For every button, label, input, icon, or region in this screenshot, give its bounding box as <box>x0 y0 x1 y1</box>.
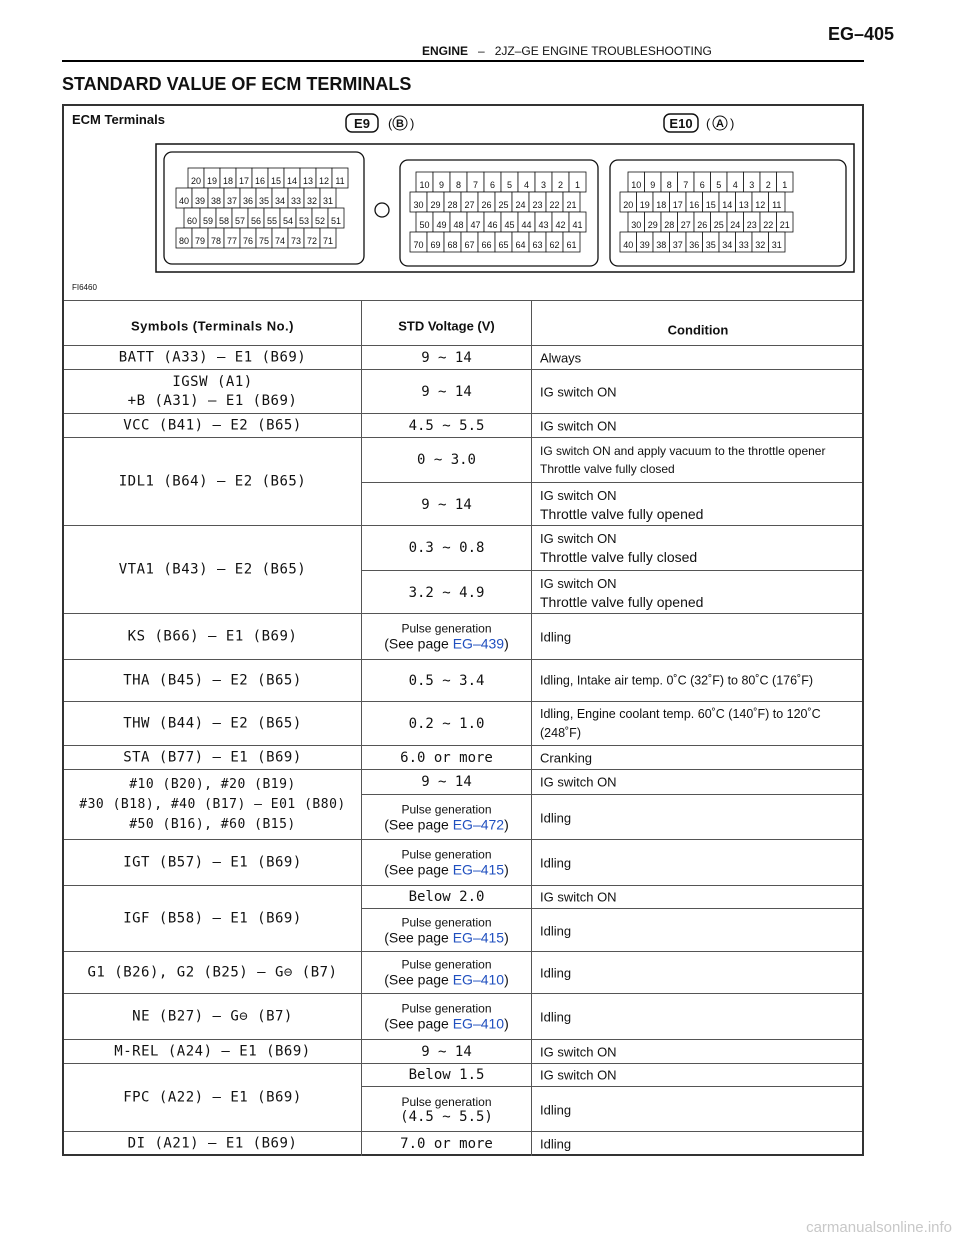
right-block-pin-label: 11 <box>772 200 782 210</box>
symbol-cell: VCC (B41) – E2 (B65) <box>123 417 302 433</box>
left-block-pin-label: 31 <box>322 196 334 206</box>
condition-cell: IG switch ON <box>540 1044 617 1059</box>
right-block-pin-label: 7 <box>683 180 689 190</box>
mid-block-pin-label: 50 <box>419 220 430 230</box>
pulse-generation-text: Pulse generation <box>401 802 492 816</box>
table-row <box>64 952 862 994</box>
mid-block-pin-label: 47 <box>470 220 481 230</box>
left-block-pin-label: 34 <box>274 196 286 206</box>
left-block-pin-label: 53 <box>298 216 310 226</box>
tag-a-label: A <box>716 118 724 130</box>
symbol-cell: DI (A21) – E1 (B69) <box>127 1135 298 1152</box>
table-row <box>64 1132 862 1156</box>
left-block-pin-label: 60 <box>186 216 198 226</box>
mid-block-pin-label: 24 <box>515 200 526 210</box>
table-header-row <box>64 300 862 346</box>
page-link[interactable]: EG–472 <box>452 816 505 832</box>
table-row <box>64 746 862 770</box>
left-block-pin-label: 80 <box>178 236 190 246</box>
symbol-cell: NE (B27) – G⊖ (B7) <box>132 1008 293 1024</box>
left-block-pin-label: 32 <box>306 196 318 206</box>
std-cell: 0.3 ~ 0.8 <box>408 540 485 556</box>
std-cell: 0.5 ~ 3.4 <box>408 672 485 689</box>
table-row <box>64 438 862 526</box>
connector-e10-label: E10 <box>669 116 693 131</box>
page-link[interactable]: EG–410 <box>452 1015 505 1031</box>
left-block-pin-label: 72 <box>306 236 318 246</box>
symbol-cell: THW (B44) – E2 (B65) <box>123 715 302 731</box>
paren-open: ( <box>388 116 393 131</box>
right-block-pin-label: 30 <box>631 220 642 230</box>
right-block-pin-label: 12 <box>755 200 766 210</box>
left-block-pin-label: 52 <box>314 216 326 226</box>
right-block-pin-label: 23 <box>746 220 757 230</box>
left-block-pin-label: 16 <box>254 176 266 186</box>
condition-cell: Idling <box>540 1102 572 1117</box>
condition-cell: IG switch ON <box>540 418 617 433</box>
mid-block-pin-label: 64 <box>515 240 526 250</box>
mid-block-pin-label: 28 <box>447 200 458 210</box>
ecm-terminal-frame <box>62 104 864 1156</box>
table-row <box>64 994 862 1040</box>
right-block-pin-label: 19 <box>639 200 650 210</box>
table-row <box>64 414 862 438</box>
symbol-cell: IGSW (A1) +B (A31) – E1 (B69) <box>127 373 298 409</box>
mid-block-pin-label: 49 <box>436 220 447 230</box>
watermark: carmanualsonline.info <box>806 1219 952 1236</box>
paren-close: ) <box>730 116 735 131</box>
header-subtitle: 2JZ–GE ENGINE TROUBLESHOOTING <box>494 44 712 58</box>
mid-block-pin-label: 42 <box>555 220 566 230</box>
paren-open: ( <box>706 116 711 131</box>
mid-block-pin-label: 22 <box>549 200 560 210</box>
see-page-close: ) <box>504 861 509 877</box>
table-row <box>64 660 862 702</box>
condition-cell: Idling <box>540 810 572 825</box>
right-block-pin-label: 21 <box>779 220 790 230</box>
left-block-pin-label: 73 <box>290 236 302 246</box>
mid-block-pin-label: 27 <box>464 200 475 210</box>
see-page-close: ) <box>504 816 509 832</box>
left-block-pin-label: 40 <box>178 196 190 206</box>
symbol-cell: #10 (B20), #20 (B19) #30 (B18), #40 (B17) – E01 (B80) #50 (B16), #60 (B15) <box>79 776 346 832</box>
left-block-pin-label: 11 <box>335 176 345 186</box>
mid-block-pin-label: 66 <box>481 240 492 250</box>
symbol-cell: VTA1 (B43) – E2 (B65) <box>118 561 307 577</box>
see-page-text: (See page <box>384 929 453 945</box>
left-block-pin-label: 36 <box>242 196 254 206</box>
left-block-pin-label: 14 <box>286 176 298 186</box>
ecm-connector-diagram <box>64 106 862 301</box>
right-block-pin-label: 20 <box>623 200 634 210</box>
left-block-pin-label: 57 <box>234 216 246 226</box>
condition-cell: Idling, Engine coolant temp. 60˚C (140˚F) to 120˚C (248˚F) <box>540 706 821 740</box>
std-cell: 9 ~ 14 <box>421 496 472 513</box>
mid-block-pin-label: 45 <box>504 220 515 230</box>
see-page-text: (See page <box>384 816 453 832</box>
left-block-pin-label: 79 <box>194 236 206 246</box>
left-block-pin-label: 20 <box>190 176 202 186</box>
mid-block-pin-label: 7 <box>472 180 479 190</box>
right-block-pin-label: 38 <box>656 240 667 250</box>
std-cell: 9 ~ 14 <box>421 383 472 400</box>
right-block-pin-label: 33 <box>738 240 749 250</box>
see-page-close: ) <box>504 635 509 651</box>
condition-cell: Idling <box>540 965 572 980</box>
std-cell: 9 ~ 14 <box>421 1043 472 1060</box>
right-block-pin-label: 36 <box>689 240 700 250</box>
symbol-cell: KS (B66) – E1 (B69) <box>127 628 298 644</box>
right-block-pin-label: 15 <box>705 200 716 210</box>
mid-block-pin-label: 46 <box>487 220 498 230</box>
pulse-generation-text: Pulse generation <box>401 1094 492 1109</box>
right-block-pin-label: 17 <box>672 200 683 210</box>
pulse-generation-text: Pulse generation <box>401 1001 492 1015</box>
condition-cell: IG switch ON <box>540 1067 617 1083</box>
page-link[interactable]: EG–410 <box>452 971 505 987</box>
mid-block-pin-label: 5 <box>506 180 513 190</box>
table-row <box>64 346 862 370</box>
left-block-pin-label: 51 <box>330 216 342 226</box>
page-title: STANDARD VALUE OF ECM TERMINALS <box>62 74 412 94</box>
left-block-pin-label: 55 <box>266 216 278 226</box>
mid-block-pin-label: 48 <box>453 220 464 230</box>
symbol-cell: IGT (B57) – E1 (B69) <box>123 854 302 870</box>
std-cell: (4.5 ~ 5.5) <box>400 1108 493 1125</box>
symbol-cell: IGF (B58) – E1 (B69) <box>123 910 302 926</box>
mid-block-pin-label: 41 <box>572 220 583 230</box>
pulse-generation-text: Pulse generation <box>401 847 492 861</box>
symbol-cell: FPC (A22) – E1 (B69) <box>123 1089 302 1105</box>
right-block-pin-label: 24 <box>730 220 741 230</box>
mid-block-pin-label: 1 <box>574 180 581 190</box>
std-cell: 9 ~ 14 <box>421 349 472 366</box>
mid-block-pin-label: 2 <box>557 180 564 190</box>
condition-cell: Idling <box>540 855 572 870</box>
mid-block-pin-label: 43 <box>538 220 549 230</box>
condition-cell: Always <box>540 350 582 365</box>
table-row <box>64 1040 862 1064</box>
symbol-cell: STA (B77) – E1 (B69) <box>123 749 302 765</box>
condition-line: Throttle valve fully closed <box>540 549 698 565</box>
page-number: EG–405 <box>827 24 894 44</box>
see-page-text: (See page <box>384 971 453 987</box>
std-cell: 9 ~ 14 <box>421 774 472 790</box>
left-block-pin-label: 77 <box>226 236 238 246</box>
right-block-pin-label: 34 <box>722 240 733 250</box>
condition-cell: Idling <box>540 1136 572 1152</box>
condition-cell: IG switch ON and apply vacuum to the throttle opener Throttle valve fully closed <box>540 444 826 476</box>
condition-line: IG switch ON <box>540 575 617 591</box>
left-block-pin-label: 59 <box>202 216 214 226</box>
left-block-pin-label: 75 <box>258 236 270 246</box>
right-block-pin-label: 1 <box>782 180 788 190</box>
mid-block-pin-label: 9 <box>438 180 445 190</box>
condition-cell: Idling <box>540 923 572 938</box>
pulse-generation-text: Pulse generation <box>401 957 492 971</box>
left-block-pin-label: 58 <box>218 216 230 226</box>
mid-block-pin-label: 29 <box>430 200 441 210</box>
right-block-pin-label: 3 <box>749 180 755 190</box>
left-block-pin-label: 76 <box>242 236 254 246</box>
mid-block-pin-label: 65 <box>498 240 509 250</box>
table-row <box>64 614 862 660</box>
left-block-pin-label: 71 <box>322 236 334 246</box>
std-cell: Below 1.5 <box>408 1067 485 1083</box>
header-std-voltage: STD Voltage (V) <box>398 318 495 334</box>
right-block-pin-label: 8 <box>666 180 672 190</box>
connector-drawing <box>64 106 862 300</box>
symbol-cell: IDL1 (B64) – E2 (B65) <box>118 473 307 489</box>
std-cell: 3.2 ~ 4.9 <box>408 584 485 601</box>
right-block-pin-label: 35 <box>705 240 716 250</box>
symbol-cell: BATT (A33) – E1 (B69) <box>118 349 307 365</box>
diagram-label: ECM Terminals <box>72 112 165 127</box>
see-page-text: (See page <box>384 635 453 651</box>
mid-block-pin-label: 3 <box>540 180 547 190</box>
left-block-pin-label: 37 <box>226 196 238 206</box>
table-row <box>64 886 862 952</box>
page-header <box>62 24 894 62</box>
page-link[interactable]: EG–415 <box>452 861 505 877</box>
paren-close: ) <box>410 116 415 131</box>
left-block-pin-label: 35 <box>258 196 270 206</box>
see-page-text: (See page <box>384 1015 453 1031</box>
left-block-pin-label: 15 <box>270 176 282 186</box>
mid-block-pin-label: 62 <box>549 240 560 250</box>
mid-block-pin-label: 69 <box>430 240 441 250</box>
left-block-pin-label: 19 <box>206 176 218 186</box>
mid-block-pin-label: 4 <box>523 180 530 190</box>
mid-block-pin-label: 26 <box>481 200 492 210</box>
see-page-close: ) <box>504 929 509 945</box>
std-cell: 7.0 or more <box>400 1136 493 1152</box>
see-page-close: ) <box>504 1015 509 1031</box>
condition-cell: Idling, Intake air temp. 0˚C (32˚F) to 80˚C (176˚F) <box>540 673 814 687</box>
mid-block-pin-label: 23 <box>532 200 543 210</box>
left-block-pin-label: 17 <box>238 176 250 186</box>
right-block-pin-label: 18 <box>656 200 667 210</box>
left-block-pin-label: 33 <box>290 196 302 206</box>
locating-hole <box>375 203 389 217</box>
std-cell: 4.5 ~ 5.5 <box>408 417 485 434</box>
symbol-cell: M-REL (A24) – E1 (B69) <box>114 1043 311 1059</box>
table-row <box>64 702 862 746</box>
left-block-pin-label: 12 <box>318 176 330 186</box>
condition-cell: Idling <box>540 1009 572 1024</box>
right-block-pin-label: 25 <box>713 220 724 230</box>
header-separator: – <box>478 44 485 58</box>
header-center <box>422 44 712 58</box>
see-page-close: ) <box>504 971 509 987</box>
left-block-pin-label: 18 <box>222 176 234 186</box>
mid-block-pin-label: 67 <box>464 240 475 250</box>
symbol-cell: THA (B45) – E2 (B65) <box>123 672 302 688</box>
table-row <box>64 526 862 614</box>
header-section: ENGINE <box>422 44 469 58</box>
left-block-pin-label: 78 <box>210 236 222 246</box>
figure-id: FI6460 <box>72 283 97 292</box>
right-block-pin-label: 2 <box>765 180 771 190</box>
page-link[interactable]: EG–439 <box>452 635 505 651</box>
right-block-pin-label: 37 <box>672 240 683 250</box>
right-block-pin-label: 26 <box>697 220 708 230</box>
table-row <box>64 840 862 886</box>
mid-block-pin-label: 21 <box>566 200 577 210</box>
header-symbols: Symbols (Terminals No.) <box>131 318 294 334</box>
right-block-pin-label: 27 <box>680 220 691 230</box>
mid-block-pin-label: 44 <box>521 220 532 230</box>
connector-e9-label: E9 <box>354 116 370 131</box>
see-page-text: (See page <box>384 861 453 877</box>
condition-line: IG switch ON <box>540 487 617 503</box>
right-block-pin-label: 39 <box>639 240 650 250</box>
mid-block-pin-label: 61 <box>566 240 577 250</box>
condition-line: Throttle valve fully opened <box>540 593 704 610</box>
right-block-pin-label: 4 <box>732 180 738 190</box>
left-block-pin-label: 38 <box>210 196 222 206</box>
right-block-pin-label: 22 <box>763 220 774 230</box>
std-cell: Below 2.0 <box>408 889 485 905</box>
header-condition: Condition <box>667 322 729 338</box>
left-block-pin-label: 74 <box>274 236 286 246</box>
pulse-generation-text: Pulse generation <box>401 915 492 929</box>
right-block-pin-label: 14 <box>722 200 733 210</box>
condition-line: IG switch ON <box>540 531 617 546</box>
std-cell: 0 ~ 3.0 <box>416 452 476 468</box>
right-block-pin-label: 40 <box>623 240 634 250</box>
condition-line: Throttle valve fully opened <box>540 505 704 522</box>
right-block-pin-label: 31 <box>771 240 782 250</box>
right-block-pin-label: 10 <box>631 180 642 190</box>
condition-cell: IG switch ON <box>540 384 617 399</box>
page-link[interactable]: EG–415 <box>452 929 505 945</box>
mid-block-pin-label: 10 <box>419 180 430 190</box>
right-block-pin-label: 29 <box>647 220 658 230</box>
right-block-pin-label: 28 <box>664 220 675 230</box>
pulse-generation-text: Pulse generation <box>401 621 492 635</box>
condition-cell: IG switch ON <box>540 774 617 790</box>
mid-block-pin-label: 63 <box>532 240 543 250</box>
std-cell: 6.0 or more <box>400 749 493 766</box>
right-block-pin-label: 13 <box>738 200 749 210</box>
std-cell: 0.2 ~ 1.0 <box>408 715 485 732</box>
condition-cell: IG switch ON <box>540 889 617 905</box>
right-block-pin-label: 32 <box>755 240 766 250</box>
right-block-pin-label: 9 <box>650 180 656 190</box>
condition-cell: Idling <box>540 629 572 644</box>
tag-b-label: B <box>396 118 404 130</box>
mid-block-pin-label: 68 <box>447 240 458 250</box>
mid-block-pin-label: 25 <box>498 200 509 210</box>
symbol-cell: G1 (B26), G2 (B25) – G⊖ (B7) <box>87 964 338 980</box>
left-block-pin-label: 54 <box>282 216 294 226</box>
mid-block-pin-label: 8 <box>455 180 462 190</box>
condition-cell: Cranking <box>540 750 593 765</box>
table-row <box>64 370 862 414</box>
left-block-pin-label: 39 <box>194 196 206 206</box>
mid-block-pin-label: 30 <box>413 200 424 210</box>
mid-block-pin-label: 6 <box>489 180 496 190</box>
left-block-pin-label: 13 <box>302 176 314 186</box>
table-row <box>64 770 862 840</box>
right-block-pin-label: 5 <box>716 180 722 190</box>
mid-block-pin-label: 70 <box>413 240 424 250</box>
left-block-pin-label: 56 <box>250 216 262 226</box>
right-block-pin-label: 6 <box>699 180 705 190</box>
table-row <box>64 1064 862 1132</box>
right-block-pin-label: 16 <box>689 200 700 210</box>
